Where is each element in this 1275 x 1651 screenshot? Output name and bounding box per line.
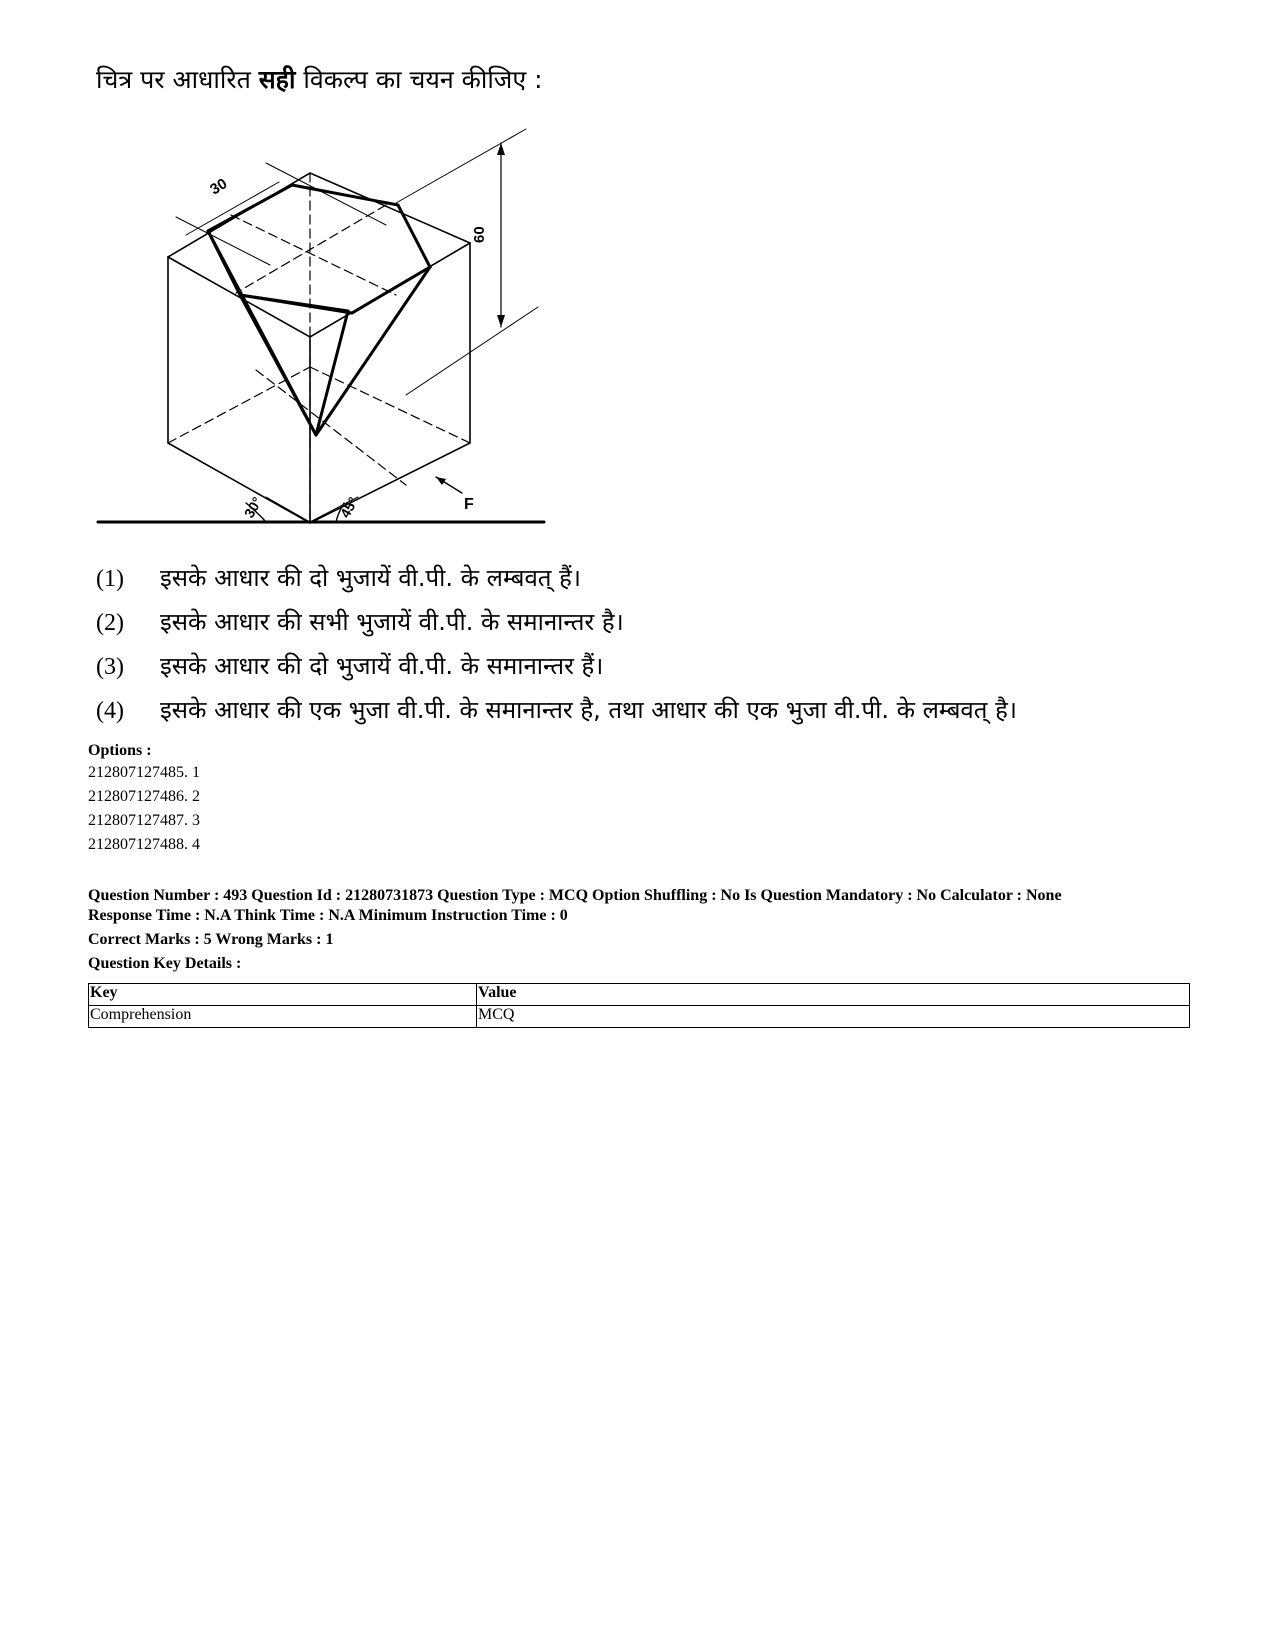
angle-label-left: 30° xyxy=(240,494,266,521)
table-header-row xyxy=(89,984,1190,1006)
dimension-label-30: 30 xyxy=(207,175,231,199)
prompt-bold-word: सही xyxy=(258,65,296,94)
statement-text: इसके आधार की दो भुजायें वी.पी. के समानान्तर हैं। xyxy=(160,652,604,680)
statement-1 xyxy=(96,562,581,595)
statement-3 xyxy=(96,650,603,683)
option-2: 212807127486. 2 xyxy=(88,788,200,805)
statement-text: इसके आधार की एक भुजा वी.पी. के समानान्तर है, तथा आधार की एक भुजा वी.पी. के लम्बवत् है। xyxy=(160,696,1017,724)
question-meta-line-2: Response Time : N.A Think Time : N.A Minimum Instruction Time : 0 xyxy=(88,907,568,924)
statement-2 xyxy=(96,606,624,639)
header-value: Value xyxy=(477,984,1190,1006)
cell-value: MCQ xyxy=(477,1006,1190,1028)
marks-line: Correct Marks : 5 Wrong Marks : 1 xyxy=(88,931,334,948)
cell-key: Comprehension xyxy=(89,1006,477,1028)
angle-label-right: 45° xyxy=(336,494,362,521)
options-heading: Options : xyxy=(88,742,152,759)
statement-number: (2) xyxy=(96,610,124,636)
question-prompt xyxy=(96,64,543,96)
option-4: 212807127488. 4 xyxy=(88,836,200,853)
prompt-text-before: चित्र पर आधारित xyxy=(96,65,259,94)
arrow-label-f: F xyxy=(464,496,474,513)
key-details-heading: Question Key Details : xyxy=(88,955,242,972)
statement-number: (3) xyxy=(96,654,124,680)
table-row xyxy=(89,1006,1190,1028)
question-key-table xyxy=(88,983,1190,1028)
question-meta-line-1: Question Number : 493 Question Id : 21280731873 Question Type : MCQ Option Shuffling : No Is Question Mandatory : No Calculator : None xyxy=(88,887,1062,904)
header-key: Key xyxy=(89,984,477,1006)
dimension-label-60: 60 xyxy=(471,226,488,243)
option-1: 212807127485. 1 xyxy=(88,764,200,781)
statement-text: इसके आधार की दो भुजायें वी.पी. के लम्बवत् हैं। xyxy=(160,564,581,592)
statement-number: (4) xyxy=(96,698,124,724)
statement-4 xyxy=(96,694,1017,727)
statement-number: (1) xyxy=(96,566,124,592)
statement-text: इसके आधार की सभी भुजायें वी.पी. के समानान्तर है। xyxy=(160,608,624,636)
option-3: 212807127487. 3 xyxy=(88,812,200,829)
isometric-pyramid-figure xyxy=(96,125,576,557)
prompt-text-after: विकल्प का चयन कीजिए : xyxy=(295,65,543,94)
